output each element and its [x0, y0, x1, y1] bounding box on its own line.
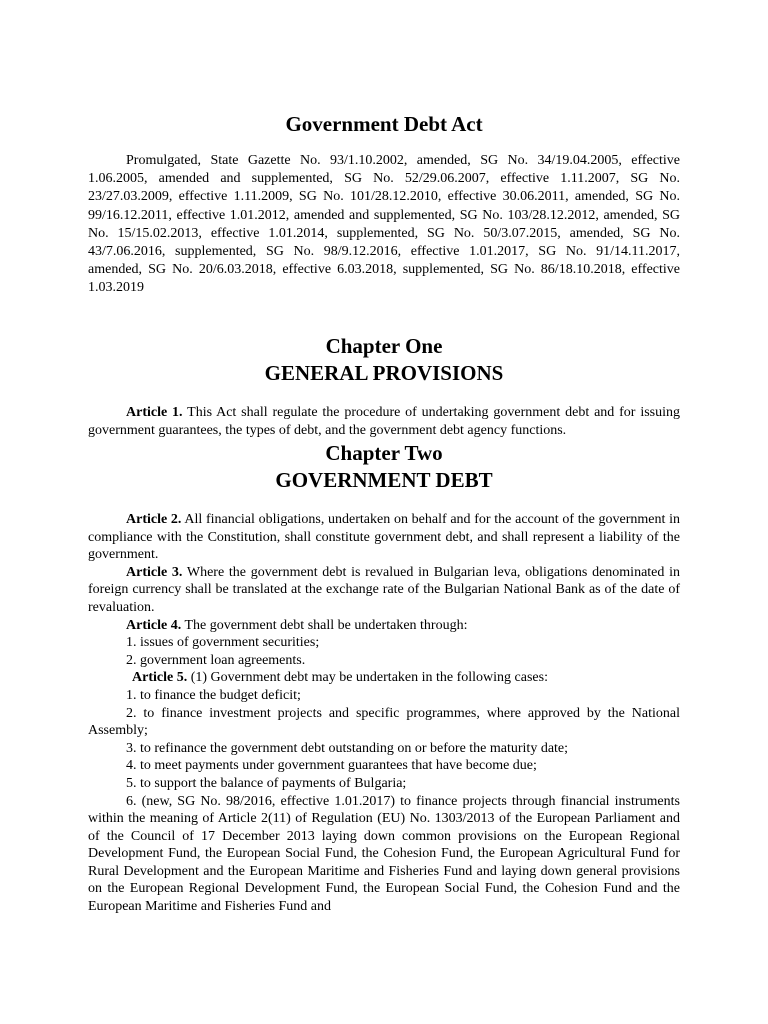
- list-item: 2. government loan agreements.: [126, 652, 306, 668]
- chapter-one-heading: [88, 333, 680, 387]
- article-label: Article 2.: [126, 512, 182, 527]
- article-5: [88, 669, 680, 687]
- chapter-one-body: [88, 404, 680, 439]
- article-label: Article 1.: [126, 405, 183, 420]
- document-title: Government Debt Act: [285, 112, 483, 136]
- promulgation-note: Promulgated, State Gazette No. 93/1.10.2002, amended, SG No. 34/19.04.2005, effective 1.06.2005, amended and supplemented, SG No. 52/29.06.2007, effective 1.11.2007, SG No. 23/27.03.2009, effective 1.11.2009, SG No. 101/28.12.2010, effective 30.06.2011, amended, SG No. 99/16.12.2011, effective 1.01.2012, amended and supplemented, SG No. 103/28.12.2012, amended, SG No. 15/15.02.2013, effective 1.01.2014, supplemented, SG No. 50/3.07.2015, amended, SG No. 43/7.06.2016, supplemented, SG No. 98/9.12.2016, effective 1.01.2017, SG No. 91/14.11.2017, amended, SG No. 20/6.03.2018, effective 6.03.2018, supplemented, SG No. 86/18.10.2018, effective 1.03.2019: [88, 153, 680, 296]
- list-item: 4. to meet payments under government guarantees that have become due;: [126, 758, 537, 774]
- list-item: 2. to finance investment projects and specific programmes, where approved by the National Assembly;: [88, 705, 680, 739]
- article-text: (1) Government debt may be undertaken in the following cases:: [187, 670, 548, 686]
- chapter-number: Chapter One: [325, 334, 443, 358]
- list-item: 6. (new, SG No. 98/2016, effective 1.01.2017) to finance projects through financial instruments within the meaning of Article 2(11) of Regulation (EU) No. 1303/2013 of the European Parliament and of the Council of 17 December 2013 laying down common provisions on the European Regional Development Fund, the European Social Fund, the Cohesion Fund, the European Agricultural Fund for Rural Development and the European Maritime and Fisheries Fund and laying down general provisions on the European Regional Development Fund, the European Social Fund, the Cohesion Fund and the European Maritime and Fisheries Fund and: [88, 793, 680, 915]
- list-item: 1. issues of government securities;: [126, 635, 320, 651]
- chapter-name: GENERAL PROVISIONS: [264, 361, 504, 385]
- chapter-number: Chapter Two: [325, 441, 443, 465]
- chapter-two-body: [88, 511, 680, 916]
- article-text: The government debt shall be undertaken through:: [181, 617, 468, 633]
- article-1: [88, 404, 680, 439]
- article-text: Where the government debt is revalued in Bulgarian leva, obligations denominated in foreign currency shall be translated at the exchange rate of the Bulgarian National Bank as of the date of revaluation.: [88, 564, 680, 615]
- article-label: Article 4.: [126, 617, 182, 633]
- article-3: [88, 564, 680, 617]
- article-text: All financial obligations, undertaken on behalf and for the account of the government in compliance with the Constitution, shall constitute government debt, and shall represent a liability of the government.: [88, 512, 680, 563]
- article-label: Article 5.: [132, 670, 188, 686]
- article-label: Article 3.: [126, 564, 183, 580]
- list-item: 5. to support the balance of payments of Bulgaria;: [126, 775, 407, 791]
- article-4: [88, 617, 680, 635]
- chapter-two-heading: [88, 440, 680, 494]
- list-item: 1. to finance the budget deficit;: [126, 687, 301, 703]
- article-2: [88, 511, 680, 564]
- chapter-name: GOVERNMENT DEBT: [275, 468, 493, 492]
- list-item: 3. to refinance the government debt outstanding on or before the maturity date;: [126, 740, 569, 756]
- article-text: This Act shall regulate the procedure of undertaking government debt and for issuing government guarantees, the types of debt, and the government debt agency functions.: [88, 405, 680, 438]
